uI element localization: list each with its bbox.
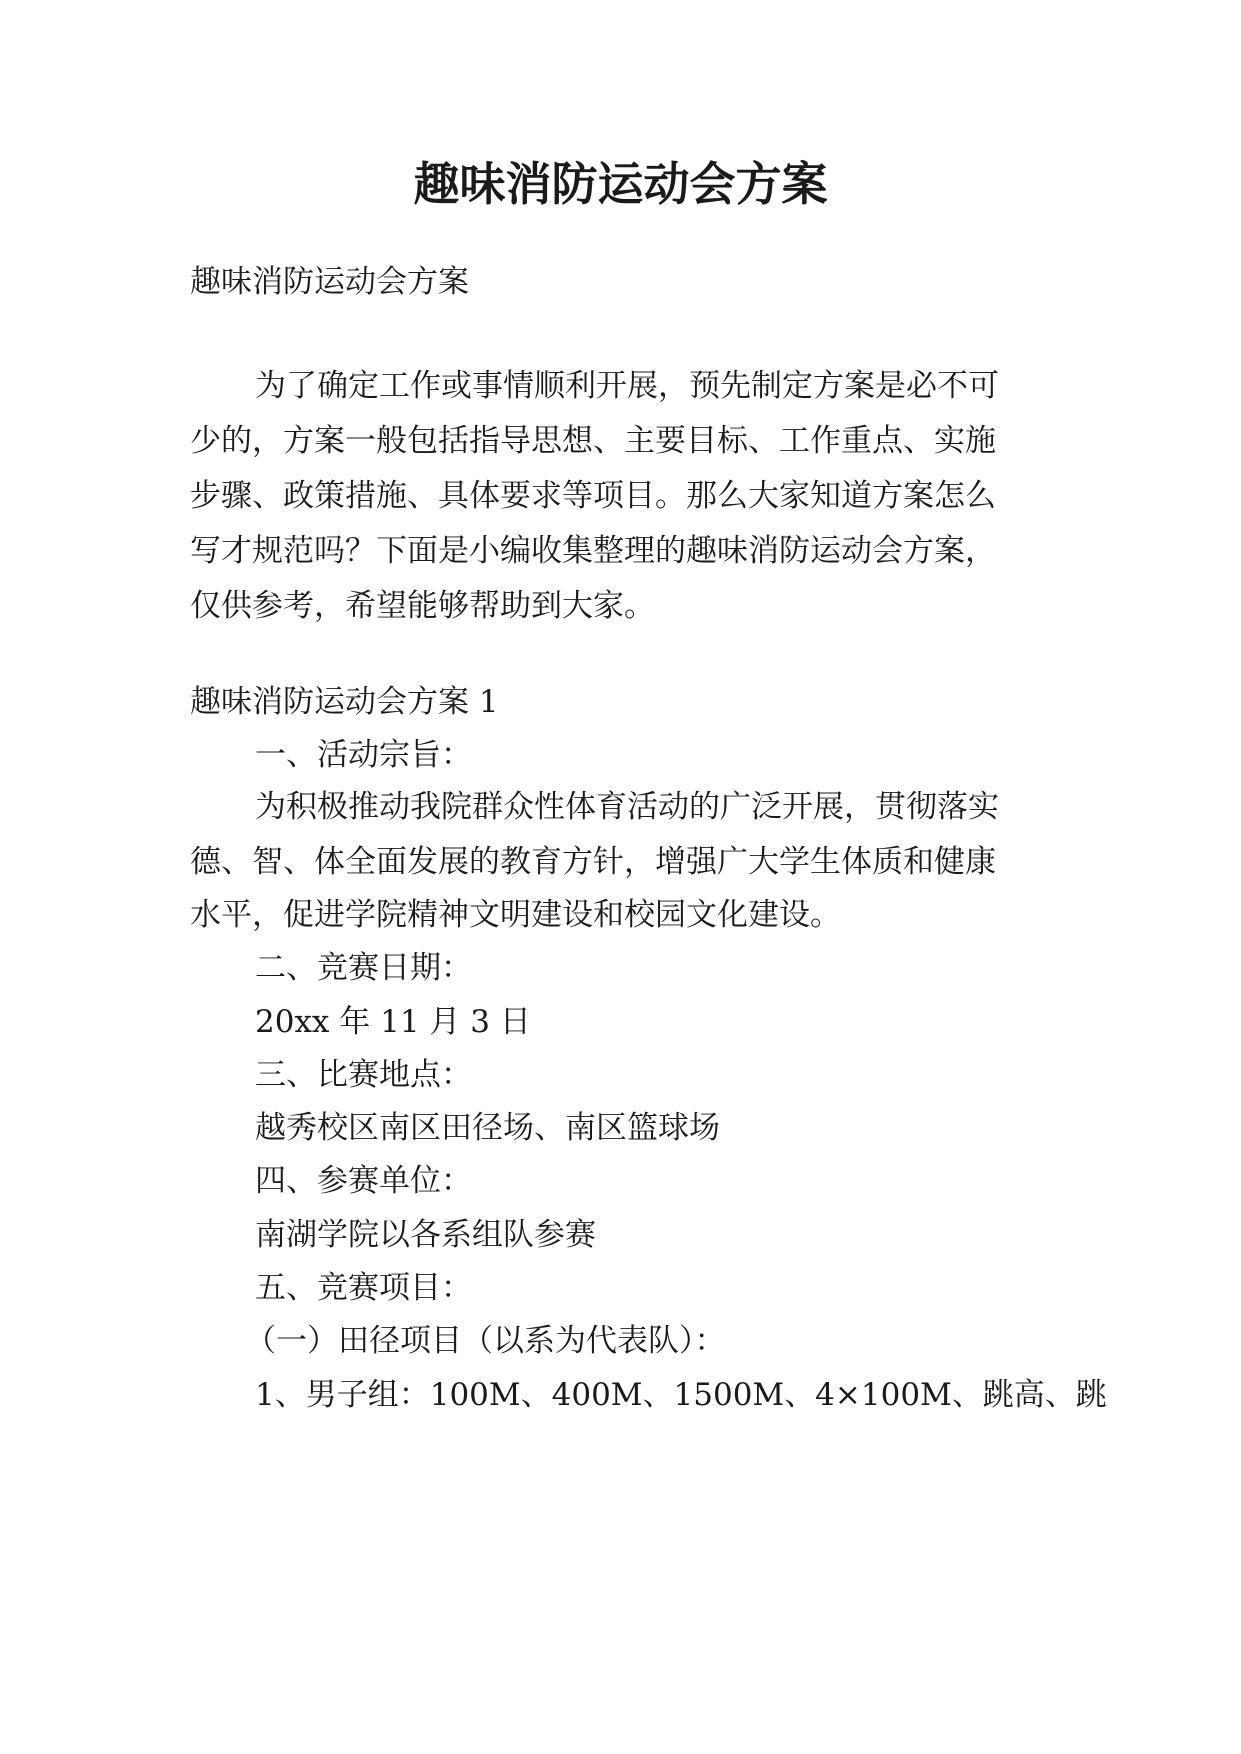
- track-heading: （一）田径项目（以系为代表队）：: [245, 1323, 726, 1359]
- document-title: 趣味消防运动会方案: [413, 157, 828, 211]
- location-heading: 三、比赛地点：: [255, 1057, 472, 1093]
- purpose-line-3: 水平，促进学院精神文明建设和校园文化建设。: [190, 897, 841, 933]
- section-heading: 趣味消防运动会方案 1: [190, 684, 499, 720]
- intro-line-4: 写才规范吗？下面是小编收集整理的趣味消防运动会方案，: [190, 533, 996, 569]
- units-heading: 四、参赛单位：: [255, 1163, 472, 1199]
- document-subtitle: 趣味消防运动会方案: [190, 264, 469, 300]
- purpose-line-2: 德、智、体全面发展的教育方针，增强广大学生体质和健康: [190, 844, 996, 880]
- intro-line-3: 步骤、政策措施、具体要求等项目。那么大家知道方案怎么: [190, 478, 996, 514]
- intro-line-1: 为了确定工作或事情顺利开展，预先制定方案是必不可: [255, 368, 999, 404]
- location-value: 越秀校区南区田径场、南区篮球场: [255, 1110, 720, 1146]
- date-heading: 二、竞赛日期：: [255, 950, 472, 986]
- events-heading: 五、竞赛项目：: [255, 1270, 472, 1306]
- men-events-line: 1、男子组：100M、400M、1500M、4×100M、跳高、跳: [255, 1377, 1107, 1413]
- purpose-line-1: 为积极推动我院群众性体育活动的广泛开展，贯彻落实: [255, 789, 999, 825]
- date-value: 20xx 年 11 月 3 日: [255, 1004, 531, 1040]
- intro-line-2: 少的，方案一般包括指导思想、主要目标、工作重点、实施: [190, 423, 996, 459]
- intro-line-5: 仅供参考，希望能够帮助到大家。: [190, 588, 655, 624]
- units-value: 南湖学院以各系组队参赛: [255, 1217, 596, 1253]
- purpose-heading: 一、活动宗旨：: [255, 737, 472, 773]
